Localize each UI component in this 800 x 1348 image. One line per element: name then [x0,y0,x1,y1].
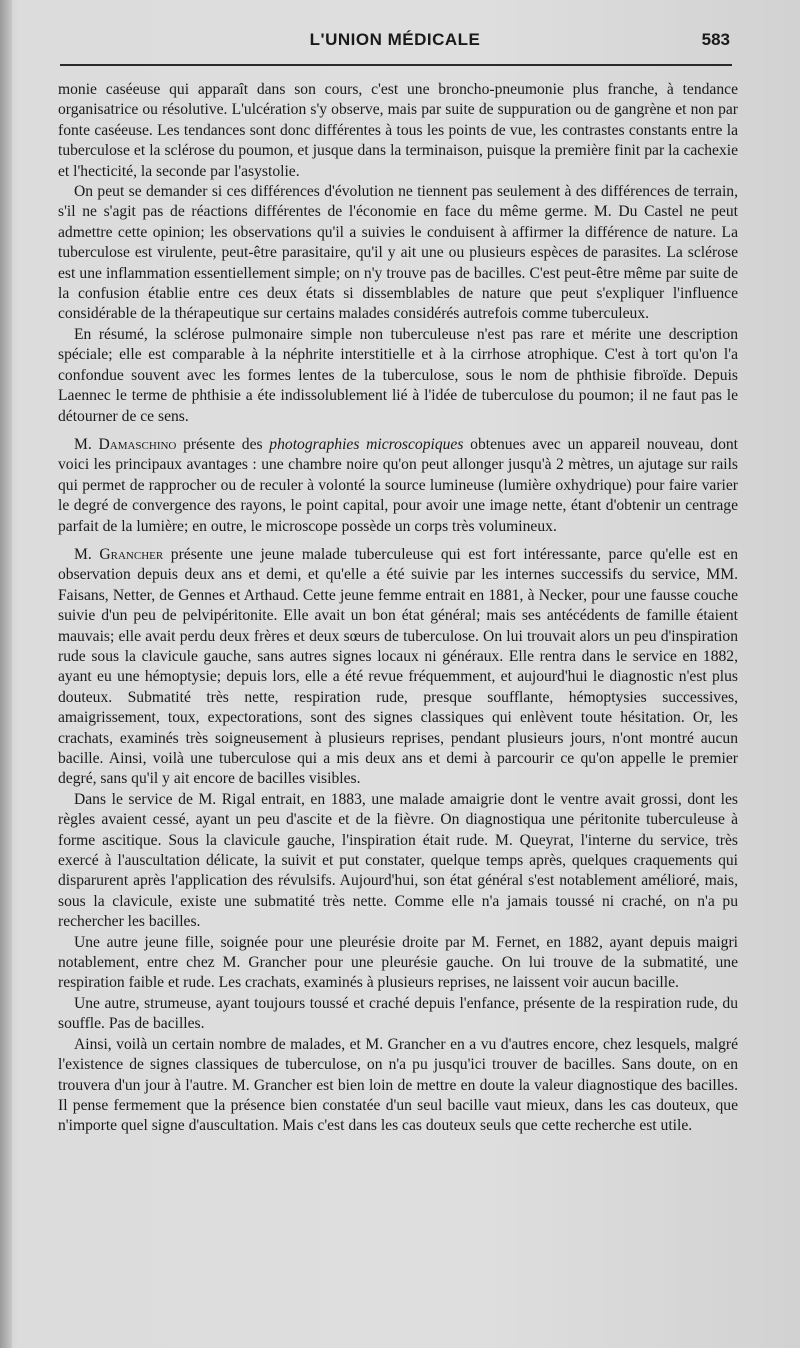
book-spine-shadow [0,0,12,1348]
paragraph-6: Dans le service de M. Rigal entrait, en 1883, une malade amaigrie dont le ventre avait grossi, dont les règles avaient cessé, ayant un peu d'ascite et de la fièvre. On diagnostiqua une péritonite tuberculeuse à forme ascitique. Sous la clavicule gauche, l'inspiration était rude. M. Queyrat, l'interne du service, très exercé à l'auscultation délicate, la suivit et put constater, quelque temps après, quelques craquements qui disparurent après l'application des révulsifs. Aujourd'hui, son état général s'est notablement amélioré, mais, sous la clavicule, existe une submatité très nette. Comme elle n'a jamais toussé ni craché, on n'a pu rechercher les bacilles. [58,790,738,931]
page-header [60,30,730,58]
speaker-name: Damaschino [98,435,177,453]
speaker-name: Grancher [99,545,164,563]
article-body [58,80,738,1137]
paragraph-3: En résumé, la sclérose pulmonaire simple non tuberculeuse n'est pas rare et mérite une description spéciale; elle est comparable à la néphrite interstitielle et à la cirrhose atrophique. C'est à tort qu'on l'a confondue souvent avec les formes lentes de la tuberculose, sous le nom de phthisie fibroïde. Depuis Laennec le terme de phthisie a éte indissolublement lié à l'idée de tuberculose du poumon; il ne faut pas le détourner de ce sens. [58,325,738,425]
paragraph-text: présente des [176,435,270,453]
speaker-prefix: M. [74,435,99,453]
paragraph-7: Une autre jeune fille, soignée pour une pleurésie droite par M. Fernet, en 1882, ayant depuis maigri notablement, entre chez M. Grancher pour une pleurésie gauche. On lui trouve de la submatité, une respiration faible et rude. Les crachats, examinés à plusieurs reprises, ne laissent voir aucun bacille. [58,933,738,992]
paragraph-text: présente une jeune malade tuberculeuse qui est fort intéressante, parce qu'elle est en observation depuis deux ans et demi, et qu'elle a été suivie par les internes successifs du service, MM. Faisans, Netter, de Gennes et Arthaud. Cette jeune femme entrait en 1881, à Necker, pour une fausse couche suivie d'un peu de pelvipéritonite. Elle avait un bon état général; mais ses antécédents de famille étaient mauvais; elle avait perdu deux frères et deux sœurs de tuberculose. On lui trouvait alors un peu d'inspiration rude sous la clavicule gauche, sans autres signes locaux ni généraux. Elle rentra dans le service en 1882, ayant eu une hémoptysie; depuis lors, elle a été revue fréquemment, et aujourd'hui le diagnostic n'est plus douteux. Submatité très nette, respiration rude, presque soufflante, hémoptysies successives, amaigrissement, toux, expectorations, sont des signes classiques qui enlèvent toute hésitation. Or, les crachats, examinés très soigneusement à plusieurs reprises, pendant plusieurs jours, n'ont montré aucun bacille. Ainsi, voilà une tuberculose qui a mis deux ans et demi à parcourir ce qu'on appelle le premier degré, sans qu'il y ait encore de bacilles visibles. [58,545,738,788]
paragraph-1: monie caséeuse qui apparaît dans son cours, c'est une broncho-pneumonie plus franche, à tendance organisatrice ou résolutive. L'ulcération s'y observe, mais par suite de suppuration ou de gangrène et non par fonte caséeuse. Les tendances sont donc différentes à tous les points de vue, les contrastes constants entre la tuberculose et la sclérose du poumon, et jusque dans la terminaison, puisque la première finit par la cachexie et l'hecticité, la seconde par l'asystolie. [58,81,738,180]
paragraph-8: Une autre, strumeuse, ayant toujours toussé et craché depuis l'enfance, présente de la respiration rude, du souffle. Pas de bacilles. [58,994,738,1033]
paragraph-2: On peut se demander si ces différences d'évolution ne tiennent pas seulement à des différences de terrain, s'il ne s'agit pas de réactions différentes de l'économie en face du même germe. M. Du Castel ne peut admettre cette opinion; les observations qu'il a suivies le conduisent à affirmer la différence de nature. La tuberculose est virulente, peut-être parasitaire, qu'il y ait une ou plusieurs espèces de parasites. La sclérose est une inflammation essentiellement simple; on n'y trouve pas de bacilles. C'est peut-être même par suite de la confusion établie entre ces deux états si dissemblables de nature que peut s'expliquer l'influence considérable de la thérapeutique sur certains malades considérés autrefois comme tuberculeux. [58,183,738,323]
running-title: L'UNION MÉDICALE [309,30,481,49]
page-number: 583 [701,30,730,49]
italic-phrase: photographies microscopiques [269,435,464,453]
paragraph-grancher [58,545,738,790]
header-rule [60,64,732,66]
speaker-prefix: M. [74,545,100,563]
paragraph-text: obtenues avec un appareil nouveau, dont voici les principaux avantages : une chambre noire qu'on peut allonger jusqu'à 2 mètres, un ajutage sur rails qui permet de rapprocher ou de reculer à volonté la source lumineuse (lumière oxhydrique) pour faire varier le degré de convergence des rayons, le point capital, pour avoir une image nette, étant d'obtenir un centrage parfait de la lumière; en outre, le microscope possède un corps très volumineux. [58,435,738,535]
paragraph-9: Ainsi, voilà un certain nombre de malades, et M. Grancher en a vu d'autres encore, chez lesquels, malgré l'existence de signes classiques de tuberculose, on n'a pu jusqu'ici trouver de bacilles. Sans doute, on en trouvera d'un jour à l'autre. M. Grancher est bien loin de mettre en doute la valeur diagnostique des bacilles. Il pense fermement que la présence bien constatée d'un seul bacille vaut mieux, dans les cas douteux, que n'importe quel signe d'auscultation. Mais c'est dans les cas douteux seuls que cette recherche est utile. [58,1035,738,1135]
paragraph-damaschino [58,435,738,537]
